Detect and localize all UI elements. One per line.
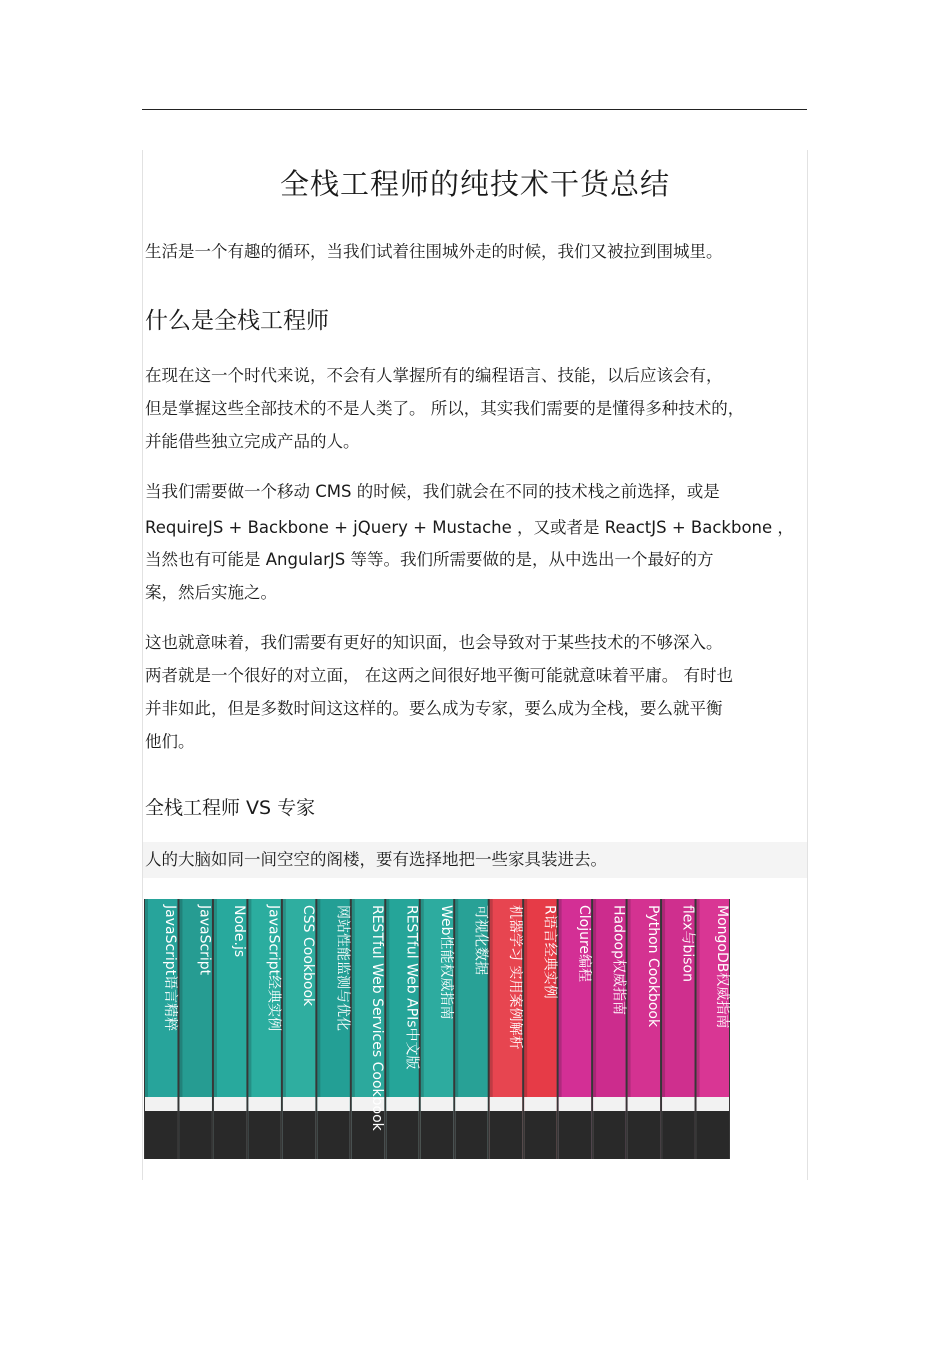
paragraph-1-line-1: 在现在这一个时代来说，不会有人掌握所有的编程语言、技能，以后应该会有，	[145, 366, 723, 385]
paragraph-2-line-3: 当然也有可能是 AngularJS 等等。我们所需要做的是，从中选出一个最好的方	[145, 550, 714, 569]
paragraph-3-line-1: 这也就意味着，我们需要有更好的知识面，也会导致对于某些技术的不够深入。	[145, 633, 723, 652]
paragraph-1-line-3: 并能借些独立完成产品的人。	[145, 432, 360, 451]
paragraph-2-line-4: 案，然后实施之。	[145, 583, 277, 602]
paragraph-3-line-4: 他们。	[145, 732, 195, 751]
paragraph-1-line-2: 但是掌握这些全部技术的不是人类了。 所以，其实我们需要的是懂得多种技术的，	[145, 399, 745, 418]
paragraph-3-line-3: 并非如此，但是多数时间这这样的。要么成为专家，要么成为全栈，要么就平衡	[145, 699, 723, 718]
article-container	[142, 150, 808, 1180]
paragraph-2-line-2: RequireJS + Backbone + jQuery + Mustache ，又或者是 ReactJS + Backbone ，	[145, 518, 794, 537]
blockquote: 人的大脑如同一间空空的阁楼，要有选择地把一些家具装进去。	[143, 842, 807, 878]
heading-what-is-fullstack: 什么是全栈工程师	[145, 308, 329, 334]
paragraph-3-line-2: 两者就是一个很好的对立面， 在这两之间很好地平衡可能就意味着平庸。 有时也	[145, 666, 733, 685]
article-title: 全栈工程师的纯技术干货总结	[279, 167, 670, 201]
bookshelf-photo	[144, 899, 730, 1159]
paragraph-2-line-1: 当我们需要做一个移动 CMS 的时候，我们就会在不同的技术栈之前选择，或是	[145, 482, 720, 501]
intro-paragraph: 生活是一个有趣的循环，当我们试着往围城外走的时候，我们又被拉到围城里。	[145, 242, 723, 261]
heading-fullstack-vs-expert: 全栈工程师 VS 专家	[145, 797, 316, 819]
top-rule	[142, 109, 807, 110]
